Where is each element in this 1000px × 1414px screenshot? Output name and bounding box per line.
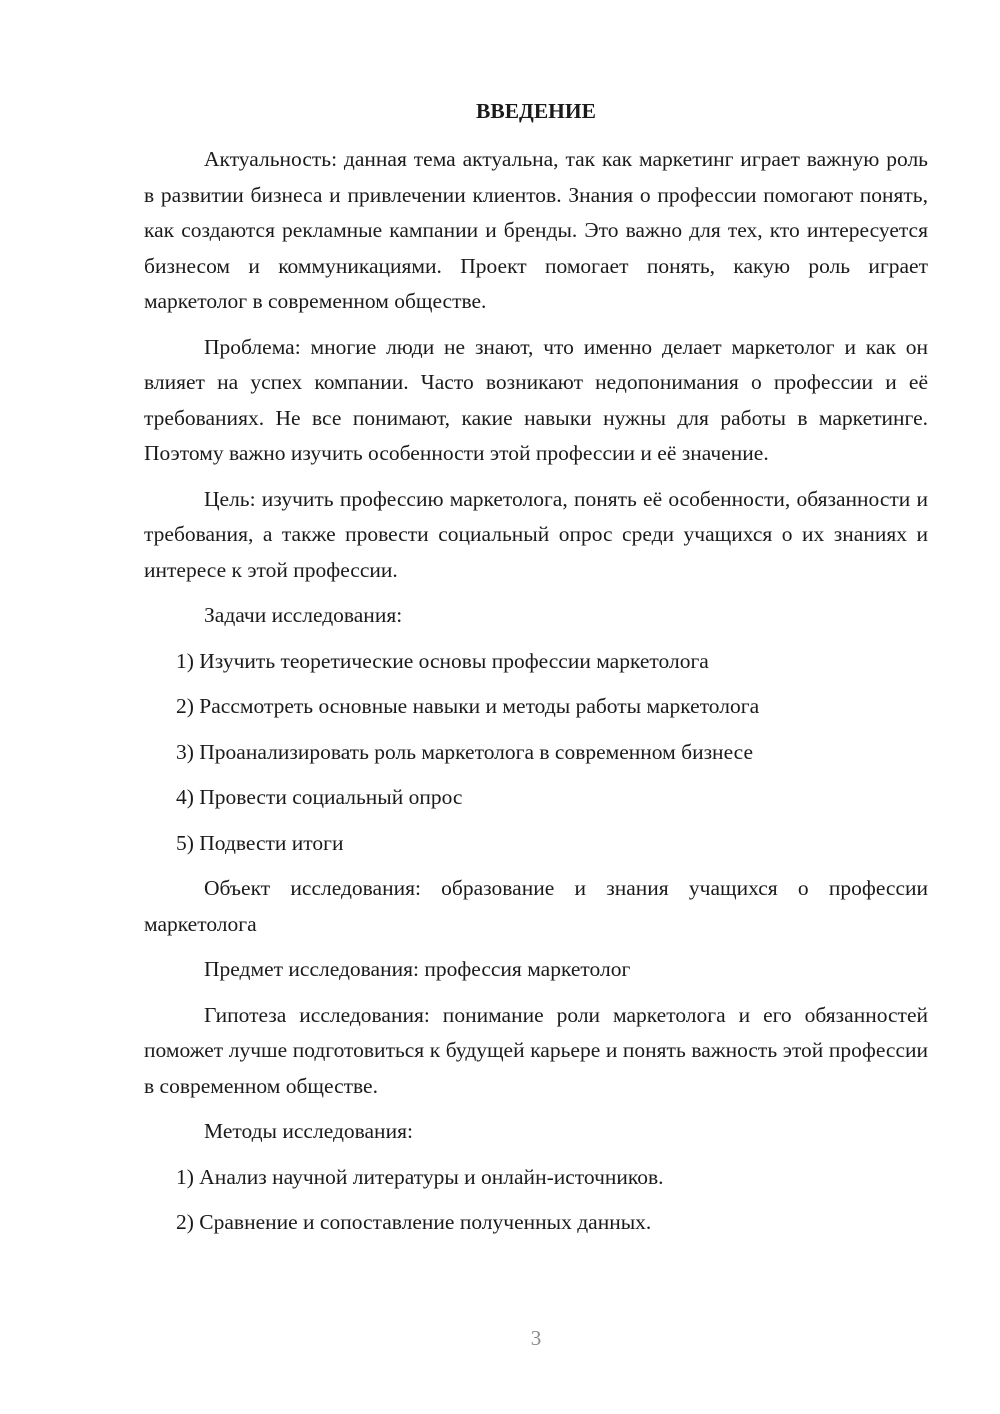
task-item: 2) Рассмотреть основные навыки и методы работы маркетолога: [176, 694, 760, 718]
problem-paragraph: Проблема: многие люди не знают, что именно делает маркетолог и как он влияет на успех компании. Часто возникают недопонимания о профессии и её требованиях. Не все понимают, какие навыки нужны для работы в маркетинге. Поэтому важно изучить особенности этой профессии и её значение.: [144, 334, 928, 465]
task-item: 5) Подвести итоги: [176, 830, 344, 855]
goal-paragraph: Цель: изучить профессию маркетолога, понять её особенности, обязанности и требования, а также провести социальный опрос среди учащихся о их знаниях и интересе к этой профессии.: [144, 486, 928, 582]
subject-paragraph: Предмет исследования: профессия маркетолог: [204, 957, 631, 981]
hypothesis-paragraph: Гипотеза исследования: понимание роли маркетолога и его обязанностей поможет лучше подготовиться к будущей карьере и понять важность этой профессии в современном обществе.: [144, 1002, 928, 1098]
relevance-paragraph: Актуальность: данная тема актуальна, так как маркетинг играет важную роль в развитии бизнеса и привлечении клиентов. Знания о профессии помогают понять, как создаются рекламные кампании и бренды. Это важно для тех, кто интересуется бизнесом и коммуникациями. Проект помогает понять, какую роль играет маркетолог в современном обществе.: [144, 147, 928, 313]
object-paragraph: Объект исследования: образование и знания учащихся о профессии маркетолога: [144, 876, 928, 936]
methods-list: [144, 1160, 928, 1241]
task-item: 4) Провести социальный опрос: [176, 785, 463, 809]
method-item: 2) Сравнение и сопоставление полученных данных.: [176, 1210, 652, 1234]
methods-heading: Методы исследования:: [204, 1119, 413, 1143]
page-number: 3: [530, 1326, 542, 1350]
task-item: 1) Изучить теоретические основы профессии маркетолога: [176, 648, 709, 673]
tasks-list: [144, 644, 928, 862]
task-item: 3) Проанализировать роль маркетолога в современном бизнесе: [176, 739, 753, 764]
tasks-heading: Задачи исследования:: [204, 603, 403, 627]
document-body: [144, 96, 928, 1251]
method-item: 1) Анализ научной литературы и онлайн-источников.: [176, 1164, 664, 1189]
section-title: ВВЕДЕНИЕ: [476, 99, 596, 123]
